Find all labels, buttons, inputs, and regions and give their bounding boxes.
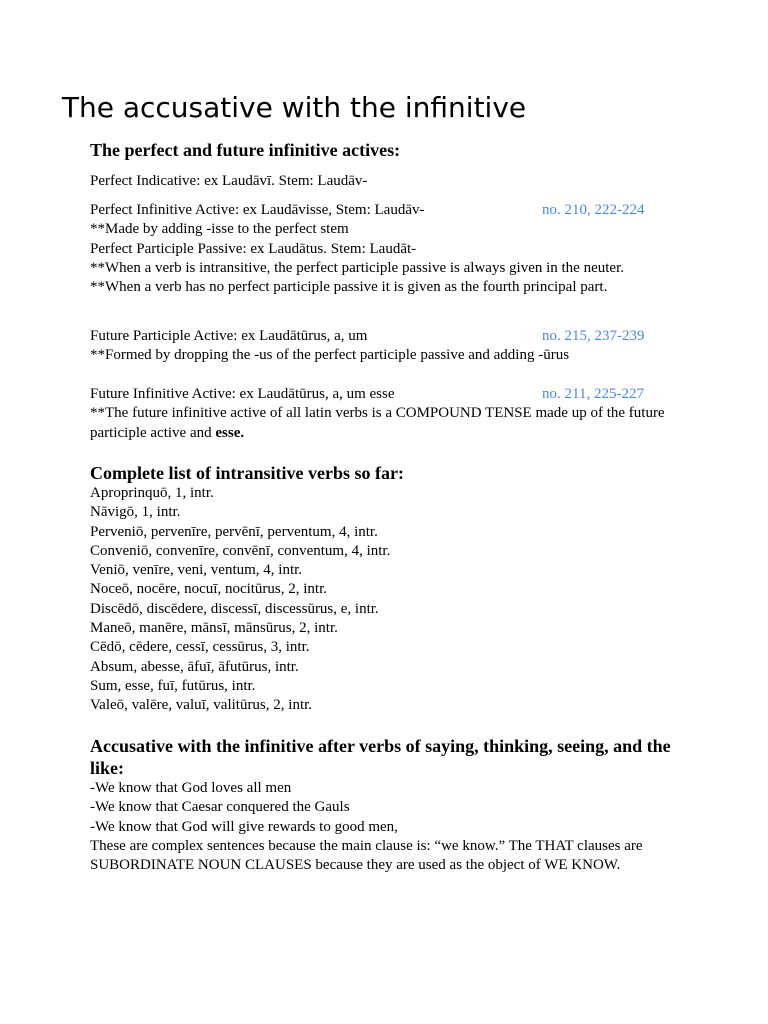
no-ppp-note: **When a verb has no perfect participle passive it is given as the fourth principal part. bbox=[90, 279, 608, 296]
future-participle-row bbox=[90, 327, 680, 346]
section-heading-accusative-infinitive: Accusative with the infinitive after verbs of saying, thinking, seeing, and the like: bbox=[90, 736, 671, 778]
intransitive-verb-list bbox=[90, 484, 680, 716]
list-item: Conveniō, convenīre, convēnī, conventum, 4, intr. bbox=[90, 542, 391, 559]
list-item: Discēdō, discēdere, discessī, discessūrus, e, intr. bbox=[90, 600, 379, 617]
esse-bold-word: esse. bbox=[215, 424, 245, 441]
list-item: Veniō, venīre, veni, ventum, 4, intr. bbox=[90, 562, 303, 579]
section-heading-infinitives: The perfect and future infinitive actives: bbox=[90, 140, 401, 160]
list-item: Valeō, valēre, valuī, valitūrus, 2, intr. bbox=[90, 697, 313, 714]
list-item: Aproprinquō, 1, intr. bbox=[90, 485, 214, 501]
formed-by-note: **Formed by dropping the -us of the perfect participle passive and adding -ūrus bbox=[90, 347, 570, 364]
list-item: Nāvigō, 1, intr. bbox=[90, 504, 181, 521]
accusative-examples-block bbox=[90, 779, 680, 875]
document-title: The accusative with the infinitive bbox=[61, 91, 527, 124]
future-participle-block bbox=[90, 327, 680, 366]
explanation-paragraph: These are complex sentences because the main clause is: “we know.” The THAT clauses are SUBORDINATE NOUN CLAUSES because they are used as the object of WE KNOW. bbox=[90, 837, 643, 874]
perfect-indicative-block bbox=[90, 172, 680, 191]
made-by-note: **Made by adding -isse to the perfect stem bbox=[90, 221, 349, 238]
intransitive-note: **When a verb is intransitive, the perfect participle passive is always given in the neuter. bbox=[90, 259, 624, 276]
future-infinitive-block bbox=[90, 385, 680, 443]
future-infinitive-line: Future Infinitive Active: ex Laudātūrus, a, um esse bbox=[90, 386, 395, 402]
list-item: Noceō, nocēre, nocuī, nocitūrus, 2, intr. bbox=[90, 581, 328, 598]
section-heading-intransitive-verbs: Complete list of intransitive verbs so far: bbox=[90, 463, 404, 483]
future-participle-line: Future Participle Active: ex Laudātūrus, a, um bbox=[90, 328, 368, 344]
list-item: Sum, esse, fuī, futūrus, intr. bbox=[90, 677, 256, 694]
perfect-infinitive-line: Perfect Infinitive Active: ex Laudāvisse, Stem: Laudāv- bbox=[90, 202, 425, 218]
example-line: -We know that God loves all men bbox=[90, 780, 292, 796]
list-item: Cēdō, cēdere, cessī, cessūrus, 3, intr. bbox=[90, 639, 310, 656]
perfect-participle-line: Perfect Participle Passive: ex Laudātus. Stem: Laudāt- bbox=[90, 240, 417, 257]
compound-tense-note bbox=[90, 404, 680, 443]
list-item: Maneō, manēre, mānsī, mānsūrus, 2, intr. bbox=[90, 620, 338, 637]
compound-tense-text: **The future infinitive active of all latin verbs is a COMPOUND TENSE made up of the future participle active and bbox=[90, 405, 665, 441]
list-item: Perveniō, pervenīre, pervēnī, perventum, 4, intr. bbox=[90, 523, 378, 540]
perfect-infinitive-reference: no. 210, 222-224 bbox=[542, 202, 645, 218]
perfect-infinitive-row bbox=[90, 201, 680, 220]
perfect-infinitive-block bbox=[90, 201, 680, 297]
perfect-indicative-line: Perfect Indicative: ex Laudāvī. Stem: Laudāv- bbox=[90, 173, 368, 189]
example-line: -We know that God will give rewards to good men, bbox=[90, 818, 398, 835]
future-infinitive-row bbox=[90, 385, 680, 404]
example-line: -We know that Caesar conquered the Gauls bbox=[90, 799, 350, 816]
future-infinitive-reference: no. 211, 225-227 bbox=[542, 386, 644, 402]
future-participle-reference: no. 215, 237-239 bbox=[542, 328, 645, 344]
list-item: Absum, abesse, āfuī, āfutūrus, intr. bbox=[90, 658, 299, 675]
